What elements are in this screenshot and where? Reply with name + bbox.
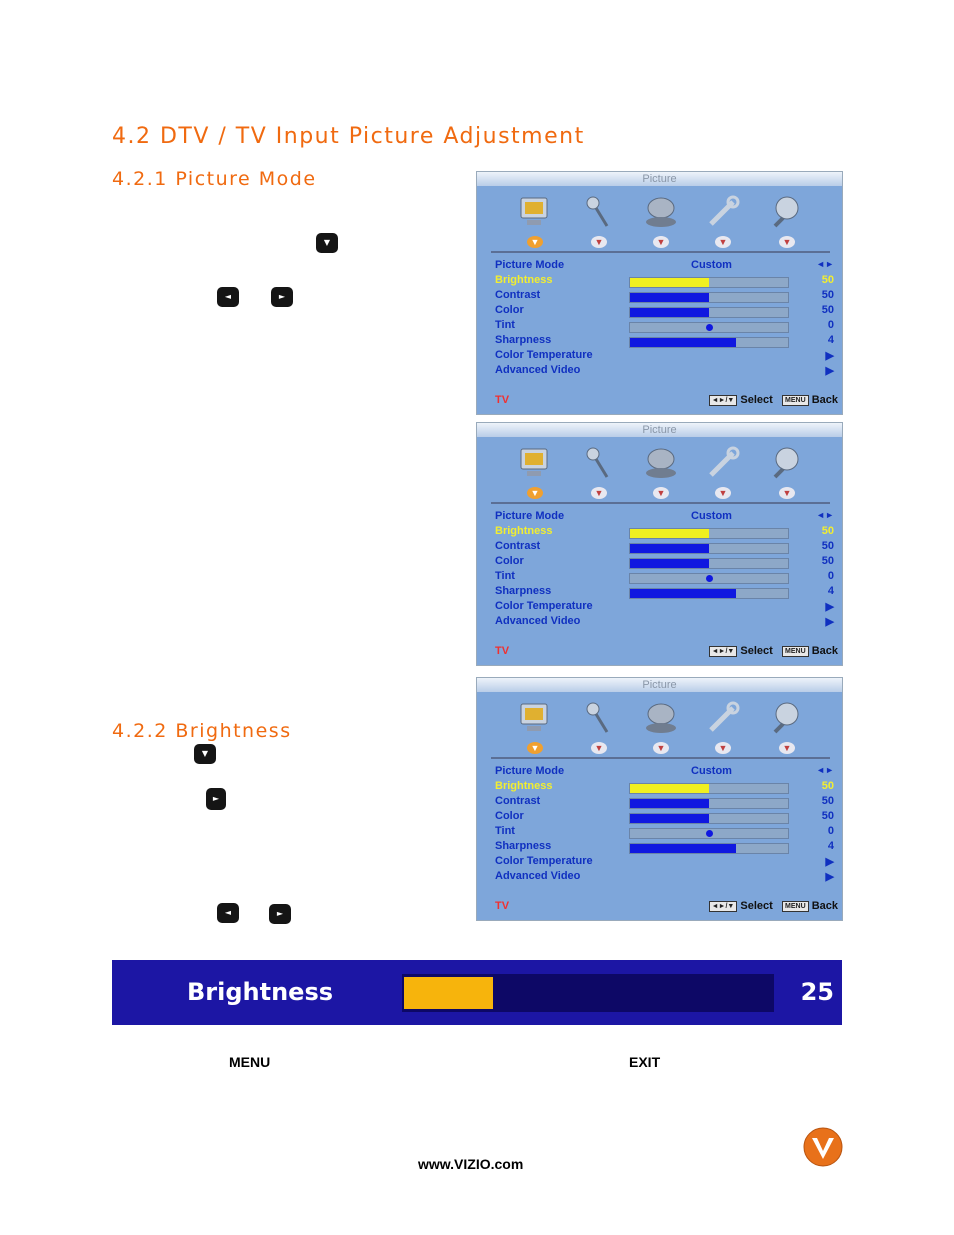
- submenu-arrow-icon: ▶: [825, 365, 834, 377]
- menu-item-contrast[interactable]: Contrast 50: [495, 795, 834, 807]
- picture-menu-screenshot-3: [476, 677, 843, 921]
- menu-item-color[interactable]: Color 50: [495, 304, 834, 316]
- select-hint: Select: [740, 900, 773, 912]
- picture-menu-screenshot-1: [476, 171, 843, 415]
- menu-item-picture-mode[interactable]: Picture Mode Custom ◄►: [495, 765, 834, 777]
- picture-menu-screenshot-2: [476, 422, 843, 666]
- audio-tab-arrow-icon: ▼: [591, 236, 607, 248]
- section-heading-4-2-1: 4.2.1 Picture Mode: [112, 168, 317, 190]
- back-hint: Back: [811, 394, 838, 406]
- osd-menu-icons: [497, 194, 822, 234]
- contrast-slider[interactable]: [629, 798, 789, 809]
- tv-tab-arrow-icon: ▼: [653, 236, 669, 248]
- right-arrow-key-icon: ►: [206, 788, 226, 810]
- back-hint: Back: [811, 900, 838, 912]
- exit-key-label: EXIT: [629, 1054, 661, 1070]
- select-hint: Select: [740, 645, 773, 657]
- osd-menu-arrows: [497, 236, 822, 250]
- picture-icon[interactable]: [515, 700, 555, 736]
- brightness-adjust-bar: [112, 960, 842, 1025]
- osd-menu-arrows: [497, 487, 822, 501]
- brightness-bar-fill: [404, 977, 493, 1009]
- tint-slider[interactable]: [629, 828, 789, 839]
- menu-item-color[interactable]: Color 50: [495, 810, 834, 822]
- setup-icon[interactable]: [703, 194, 743, 230]
- menu-item-picture-mode[interactable]: Picture Mode Custom ◄►: [495, 510, 834, 522]
- osd-footer: [495, 645, 838, 659]
- picture-icon[interactable]: [515, 194, 555, 230]
- down-arrow-key-icon: ▼: [194, 744, 216, 764]
- tv-tuner-icon[interactable]: [641, 194, 681, 230]
- osd-menu-icons: [497, 445, 822, 485]
- select-hint: Select: [740, 394, 773, 406]
- help-icon[interactable]: [767, 445, 807, 481]
- menu-item-color-temperature[interactable]: Color Temperature ▶: [495, 855, 834, 868]
- color-slider[interactable]: [629, 307, 789, 318]
- sharpness-slider[interactable]: [629, 337, 789, 348]
- menu-item-brightness[interactable]: Brightness 50: [495, 525, 834, 537]
- menu-item-tint[interactable]: Tint 0: [495, 319, 834, 331]
- menu-item-color-temperature[interactable]: Color Temperature ▶: [495, 600, 834, 613]
- osd-title: Picture: [477, 172, 842, 186]
- menu-item-color[interactable]: Color 50: [495, 555, 834, 567]
- contrast-slider[interactable]: [629, 292, 789, 303]
- setup-tab-arrow-icon: ▼: [715, 742, 731, 754]
- left-arrow-key-icon: ◄: [217, 287, 239, 307]
- osd-divider: [491, 502, 830, 504]
- select-key-icon: ◄►/▼: [709, 646, 738, 657]
- osd-menu-icons: [497, 700, 822, 740]
- down-arrow-key-icon: ▼: [316, 233, 338, 253]
- contrast-slider[interactable]: [629, 543, 789, 554]
- tv-tab-arrow-icon: ▼: [653, 742, 669, 754]
- setup-icon[interactable]: [703, 700, 743, 736]
- brightness-slider[interactable]: [629, 528, 789, 539]
- menu-key-icon: MENU: [782, 646, 809, 657]
- brightness-bar-label: Brightness: [187, 978, 334, 1006]
- setup-tab-arrow-icon: ▼: [715, 236, 731, 248]
- website-url[interactable]: www.VIZIO.com: [418, 1156, 524, 1172]
- osd-title: Picture: [477, 423, 842, 437]
- right-arrow-key-icon: ►: [269, 904, 291, 924]
- submenu-arrow-icon: ▶: [825, 350, 834, 362]
- osd-divider: [491, 251, 830, 253]
- back-hint: Back: [811, 645, 838, 657]
- menu-item-brightness[interactable]: Brightness 50: [495, 274, 834, 286]
- menu-item-contrast[interactable]: Contrast 50: [495, 289, 834, 301]
- menu-item-tint[interactable]: Tint 0: [495, 825, 834, 837]
- left-right-arrows-icon: ◄►: [816, 259, 834, 269]
- osd-divider: [491, 757, 830, 759]
- menu-item-picture-mode[interactable]: Picture Mode Custom ◄►: [495, 259, 834, 271]
- picture-tab-arrow-icon: ▼: [527, 236, 543, 248]
- tv-tab-arrow-icon: ▼: [653, 487, 669, 499]
- submenu-arrow-icon: ▶: [825, 856, 834, 868]
- audio-tab-arrow-icon: ▼: [591, 487, 607, 499]
- picture-tab-arrow-icon: ▼: [527, 742, 543, 754]
- left-right-arrows-icon: ◄►: [816, 510, 834, 520]
- tint-slider[interactable]: [629, 573, 789, 584]
- picture-tab-arrow-icon: ▼: [527, 487, 543, 499]
- left-right-arrows-icon: ◄►: [816, 765, 834, 775]
- brightness-bar-value: 25: [800, 978, 834, 1006]
- menu-item-advanced-video[interactable]: Advanced Video ▶: [495, 615, 834, 628]
- menu-item-color-temperature[interactable]: Color Temperature ▶: [495, 349, 834, 362]
- menu-key-icon: MENU: [782, 395, 809, 406]
- help-icon[interactable]: [767, 194, 807, 230]
- tv-tuner-icon[interactable]: [641, 445, 681, 481]
- select-key-icon: ◄►/▼: [709, 901, 738, 912]
- brightness-slider[interactable]: [629, 277, 789, 288]
- picture-icon[interactable]: [515, 445, 555, 481]
- menu-item-advanced-video[interactable]: Advanced Video ▶: [495, 870, 834, 883]
- setup-icon[interactable]: [703, 445, 743, 481]
- help-tab-arrow-icon: ▼: [779, 487, 795, 499]
- menu-key-icon: MENU: [782, 901, 809, 912]
- tint-slider[interactable]: [629, 322, 789, 333]
- setup-tab-arrow-icon: ▼: [715, 487, 731, 499]
- input-source-label: TV: [495, 900, 510, 912]
- help-tab-arrow-icon: ▼: [779, 236, 795, 248]
- audio-tab-arrow-icon: ▼: [591, 742, 607, 754]
- help-icon[interactable]: [767, 700, 807, 736]
- input-source-label: TV: [495, 645, 510, 657]
- left-arrow-key-icon: ◄: [217, 903, 239, 923]
- section-heading-4-2: 4.2 DTV / TV Input Picture Adjustment: [112, 124, 585, 149]
- menu-item-brightness[interactable]: Brightness 50: [495, 780, 834, 792]
- right-arrow-key-icon: ►: [271, 287, 293, 307]
- color-slider[interactable]: [629, 558, 789, 569]
- menu-item-tint[interactable]: Tint 0: [495, 570, 834, 582]
- menu-item-advanced-video[interactable]: Advanced Video ▶: [495, 364, 834, 377]
- menu-key-label: MENU: [229, 1054, 271, 1070]
- input-source-label: TV: [495, 394, 510, 406]
- audio-icon[interactable]: [579, 194, 619, 230]
- vizio-logo-icon: [803, 1127, 843, 1167]
- osd-menu-arrows: [497, 742, 822, 756]
- submenu-arrow-icon: ▶: [825, 601, 834, 613]
- osd-footer: [495, 900, 838, 914]
- menu-item-contrast[interactable]: Contrast 50: [495, 540, 834, 552]
- submenu-arrow-icon: ▶: [825, 871, 834, 883]
- audio-icon[interactable]: [579, 700, 619, 736]
- sharpness-slider[interactable]: [629, 843, 789, 854]
- audio-icon[interactable]: [579, 445, 619, 481]
- select-key-icon: ◄►/▼: [709, 395, 738, 406]
- menu-item-sharpness[interactable]: Sharpness 4: [495, 585, 834, 597]
- brightness-slider[interactable]: [629, 783, 789, 794]
- tv-tuner-icon[interactable]: [641, 700, 681, 736]
- section-heading-4-2-2: 4.2.2 Brightness: [112, 720, 292, 742]
- menu-item-sharpness[interactable]: Sharpness 4: [495, 840, 834, 852]
- sharpness-slider[interactable]: [629, 588, 789, 599]
- osd-title: Picture: [477, 678, 842, 692]
- color-slider[interactable]: [629, 813, 789, 824]
- osd-footer: [495, 394, 838, 408]
- submenu-arrow-icon: ▶: [825, 616, 834, 628]
- brightness-bar-track[interactable]: [402, 974, 774, 1012]
- menu-item-sharpness[interactable]: Sharpness 4: [495, 334, 834, 346]
- help-tab-arrow-icon: ▼: [779, 742, 795, 754]
